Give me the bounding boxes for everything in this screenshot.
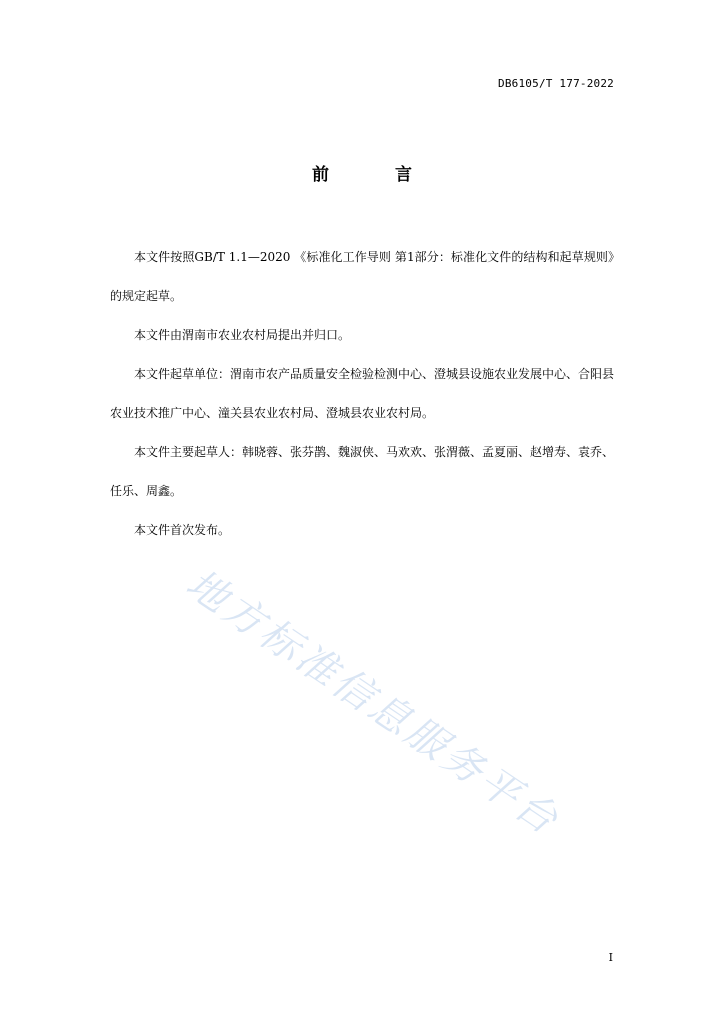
document-body <box>110 238 614 550</box>
paragraph-proposer: 本文件由渭南市农业农村局提出并归口。 <box>134 328 351 342</box>
paragraph-drafting-rules: 本文件按照GB/T 1.1—2020 《标准化工作导则 第1部分：标准化文件的结构和起草规则》的规定起草。 <box>110 250 614 303</box>
paragraph-first-release: 本文件首次发布。 <box>134 523 231 537</box>
page-number: I <box>608 951 613 964</box>
watermark: 地方标准信息服务平台 <box>177 560 569 845</box>
document-code: DB6105/T 177-2022 <box>498 77 614 90</box>
paragraph-drafters: 本文件主要起草人：韩晓蓉、张芬鹊、魏淑侠、马欢欢、张渭薇、孟夏丽、赵增寿、袁乔、任乐、周鑫。 <box>110 445 615 498</box>
page-title: 前 言 <box>312 165 442 185</box>
paragraph-drafting-units: 本文件起草单位：渭南市农产品质量安全检验检测中心、澄城县设施农业发展中心、合阳县农业技术推广中心、潼关县农业农村局、澄城县农业农村局。 <box>110 367 615 420</box>
